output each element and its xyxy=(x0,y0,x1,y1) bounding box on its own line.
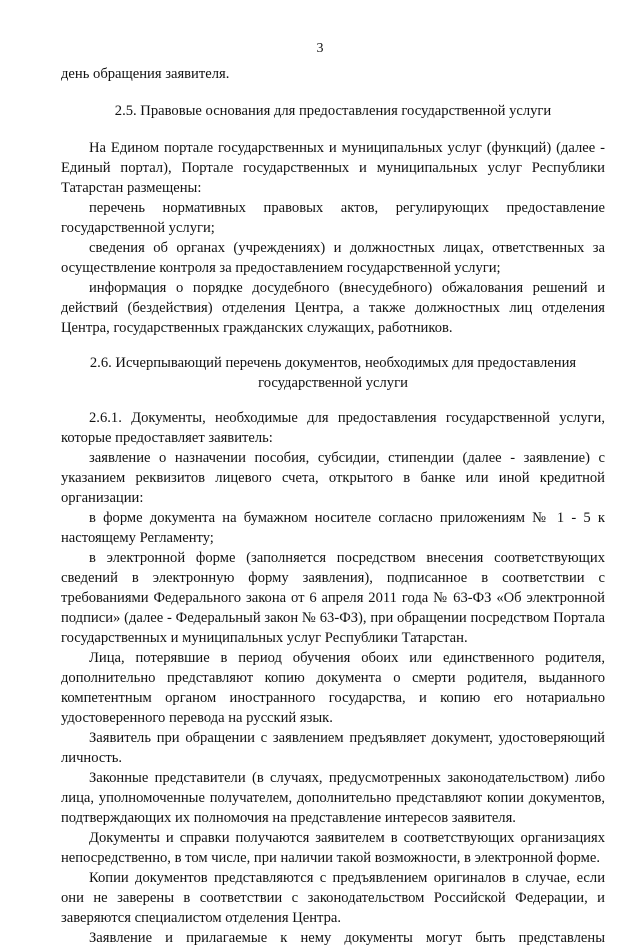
paragraph: в форме документа на бумажном носителе согласно приложениям № 1 - 5 к настоящему Регламенту; xyxy=(61,510,605,546)
paragraph: Законные представители (в случаях, предусмотренных законодательством) либо лица, уполномоченные получателем, дополнительно представляют копии документов, подтверждающих их полномочия на представление интересов заявителя. xyxy=(61,770,605,826)
paragraph: Заявитель при обращении с заявлением предъявляет документ, удостоверяющий личность. xyxy=(61,730,605,766)
paragraph: в электронной форме (заполняется посредством внесения соответствующих сведений в электронную форму заявления), подписанное в соответствии с требованиями Федерального закона от 6 апреля 2011 года № 63-ФЗ «Об электронной подписи» (далее - Федеральный закон № 63-ФЗ), при обращении посредством Портала государственных и муниципальных услуг Республики Татарстан. xyxy=(61,550,605,646)
paragraph: Заявление и прилагаемые к нему документы могут быть представлены xyxy=(89,930,605,946)
page-content xyxy=(61,64,605,948)
section-2-6-heading: 2.6. Исчерпывающий перечень документов, необходимых для предоставления государственной услуги xyxy=(89,355,577,391)
page-number: 3 xyxy=(316,41,324,56)
paragraph: информация о порядке досудебного (внесудебного) обжалования решений и действий (бездействия) отделения Центра, а также должностных лиц отделения Центра, государственных гражданских служащих, работников. xyxy=(61,280,605,336)
paragraph: 2.6.1. Документы, необходимые для предоставления государственной услуги, которые предоставляет заявитель: xyxy=(61,410,605,446)
paragraph: Лица, потерявшие в период обучения обоих или единственного родителя, дополнительно представляют копию документа о смерти родителя, выданного компетентным органом иностранного государства, и копию его нотариально удостоверенного перевода на русский язык. xyxy=(61,650,605,726)
paragraph: На Едином портале государственных и муниципальных услуг (функций) (далее - Единый портал), Портале государственных и муниципальных услуг Республики Татарстан размещены: xyxy=(61,140,605,196)
paragraph: сведения об органах (учреждениях) и должностных лицах, ответственных за осуществление контроля за предоставлением государственной услуги; xyxy=(61,240,605,276)
lead-text: день обращения заявителя. xyxy=(61,66,230,82)
section-2-5-heading: 2.5. Правовые основания для предоставления государственной услуги xyxy=(114,103,552,119)
paragraph: Документы и справки получаются заявителем в соответствующих организациях непосредственно, в том числе, при наличии такой возможности, в электронной форме. xyxy=(61,830,605,866)
paragraph: перечень нормативных правовых актов, регулирующих предоставление государственной услуги; xyxy=(61,200,605,236)
paragraph: заявление о назначении пособия, субсидии, стипендии (далее - заявление) с указанием реквизитов лицевого счета, открытого в банке или иной кредитной организации: xyxy=(61,450,605,506)
paragraph: Копии документов представляются с предъявлением оригиналов в случае, если они не заверены в соответствии с законодательством Российской Федерации, и заверяются специалистом отделения Центра. xyxy=(61,870,605,926)
